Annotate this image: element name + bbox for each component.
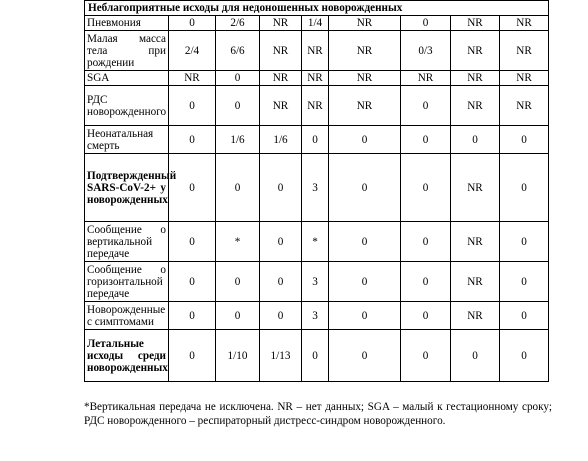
table-row xyxy=(85,302,549,330)
table-cell: * xyxy=(216,222,260,262)
table-cell: 0 xyxy=(260,302,302,330)
table-cell: 0 xyxy=(500,302,549,330)
table-cell: 0 xyxy=(500,154,549,222)
table-cell: 0 xyxy=(401,154,451,222)
table-cell: 1/4 xyxy=(302,16,329,31)
table-cell: 0 xyxy=(169,154,216,222)
table-cell: 0 xyxy=(169,330,216,382)
row-label: Неонатальная смерть xyxy=(85,126,169,154)
table-cell: 1/10 xyxy=(216,330,260,382)
row-label: РДС новорожденного xyxy=(85,86,169,126)
table-cell: 0 xyxy=(169,222,216,262)
table-cell: NR xyxy=(302,31,329,71)
table-cell: NR xyxy=(451,16,500,31)
table-cell: 0 xyxy=(169,126,216,154)
table-row xyxy=(85,71,549,86)
table-cell: 0 xyxy=(302,126,329,154)
table-cell: 3 xyxy=(302,262,329,302)
table-cell: 0/3 xyxy=(401,31,451,71)
table-cell: 0 xyxy=(329,302,401,330)
table-cell: 0 xyxy=(500,330,549,382)
table-cell: NR xyxy=(329,16,401,31)
table-row xyxy=(85,31,549,71)
table-row xyxy=(85,262,549,302)
table-cell: 0 xyxy=(169,86,216,126)
table-cell: NR xyxy=(451,31,500,71)
table-cell: NR xyxy=(451,262,500,302)
table-cell: 3 xyxy=(302,154,329,222)
table-row xyxy=(85,154,549,222)
table-cell: 2/6 xyxy=(216,16,260,31)
table-row xyxy=(85,86,549,126)
table-cell: 0 xyxy=(451,126,500,154)
table-cell: 0 xyxy=(260,262,302,302)
table-cell: 0 xyxy=(329,330,401,382)
table-cell: 0 xyxy=(401,330,451,382)
table-cell: NR xyxy=(260,71,302,86)
table-cell: 0 xyxy=(302,330,329,382)
table-cell: 0 xyxy=(260,222,302,262)
table-cell: 0 xyxy=(216,86,260,126)
row-label: SGA xyxy=(85,71,169,86)
table-cell: 0 xyxy=(169,16,216,31)
table-cell: 0 xyxy=(329,262,401,302)
table-cell: 0 xyxy=(500,262,549,302)
table-cell: 1/6 xyxy=(216,126,260,154)
table-cell: 0 xyxy=(216,154,260,222)
table-cell: NR xyxy=(260,31,302,71)
table-cell: 0 xyxy=(169,302,216,330)
table-row xyxy=(85,330,549,382)
table-cell: 0 xyxy=(401,262,451,302)
table-cell: NR xyxy=(260,16,302,31)
table-cell: NR xyxy=(329,86,401,126)
table-cell: 0 xyxy=(401,86,451,126)
table-cell: 0 xyxy=(329,222,401,262)
table-cell: 0 xyxy=(216,71,260,86)
table-cell: 2/4 xyxy=(169,31,216,71)
table-row xyxy=(85,222,549,262)
table-cell: NR xyxy=(451,302,500,330)
table-cell: NR xyxy=(451,222,500,262)
table-cell: * xyxy=(302,222,329,262)
table-cell: 0 xyxy=(169,262,216,302)
table-row xyxy=(85,16,549,31)
row-label: Малая масса тела при рождении xyxy=(85,31,169,71)
table-cell: NR xyxy=(451,86,500,126)
table-cell: NR xyxy=(260,86,302,126)
table-cell: 0 xyxy=(500,222,549,262)
table-cell: NR xyxy=(302,71,329,86)
row-label: Новорожденные с симптомами xyxy=(85,302,169,330)
table-cell: 0 xyxy=(451,330,500,382)
table-cell: 6/6 xyxy=(216,31,260,71)
row-label: Сообщение о горизонтальной передаче xyxy=(85,262,169,302)
table-cell: 0 xyxy=(329,126,401,154)
table-cell: 0 xyxy=(500,126,549,154)
table-cell: 1/13 xyxy=(260,330,302,382)
table-title: Неблагоприятные исходы для недоношенных новорожденных xyxy=(85,1,549,16)
row-label: Летальные исходы среди новорожденных xyxy=(85,330,169,382)
table-cell: 0 xyxy=(216,302,260,330)
table-cell: NR xyxy=(329,71,401,86)
row-label: Подтвержденный SARS-CoV-2+ у новорожденных xyxy=(85,154,169,222)
table-cell: NR xyxy=(500,31,549,71)
table-cell: NR xyxy=(500,16,549,31)
table-cell: 0 xyxy=(401,222,451,262)
table-cell: 0 xyxy=(329,154,401,222)
table-cell: NR xyxy=(401,71,451,86)
table-cell: 0 xyxy=(260,154,302,222)
table-cell: 3 xyxy=(302,302,329,330)
table-cell: NR xyxy=(302,86,329,126)
table-cell: 1/6 xyxy=(260,126,302,154)
table-cell: NR xyxy=(329,31,401,71)
table-cell: 0 xyxy=(216,262,260,302)
table-cell: 0 xyxy=(401,302,451,330)
outcomes-table xyxy=(84,0,549,382)
table-row xyxy=(85,126,549,154)
table-cell: NR xyxy=(169,71,216,86)
table-cell: NR xyxy=(500,86,549,126)
table-cell: 0 xyxy=(401,16,451,31)
row-label: Пневмония xyxy=(85,16,169,31)
table-header-row xyxy=(85,1,549,16)
table-cell: NR xyxy=(500,71,549,86)
row-label: Сообщение о вертикальной передаче xyxy=(85,222,169,262)
table-footnote: *Вертикальная передача не исключена. NR – нет данных; SGA – малый к гестационному сроку; РДС новорожденного – респираторный дистресс-синдром новорожденного. xyxy=(84,401,552,427)
table-cell: 0 xyxy=(401,126,451,154)
table-cell: NR xyxy=(451,71,500,86)
table-cell: NR xyxy=(451,154,500,222)
